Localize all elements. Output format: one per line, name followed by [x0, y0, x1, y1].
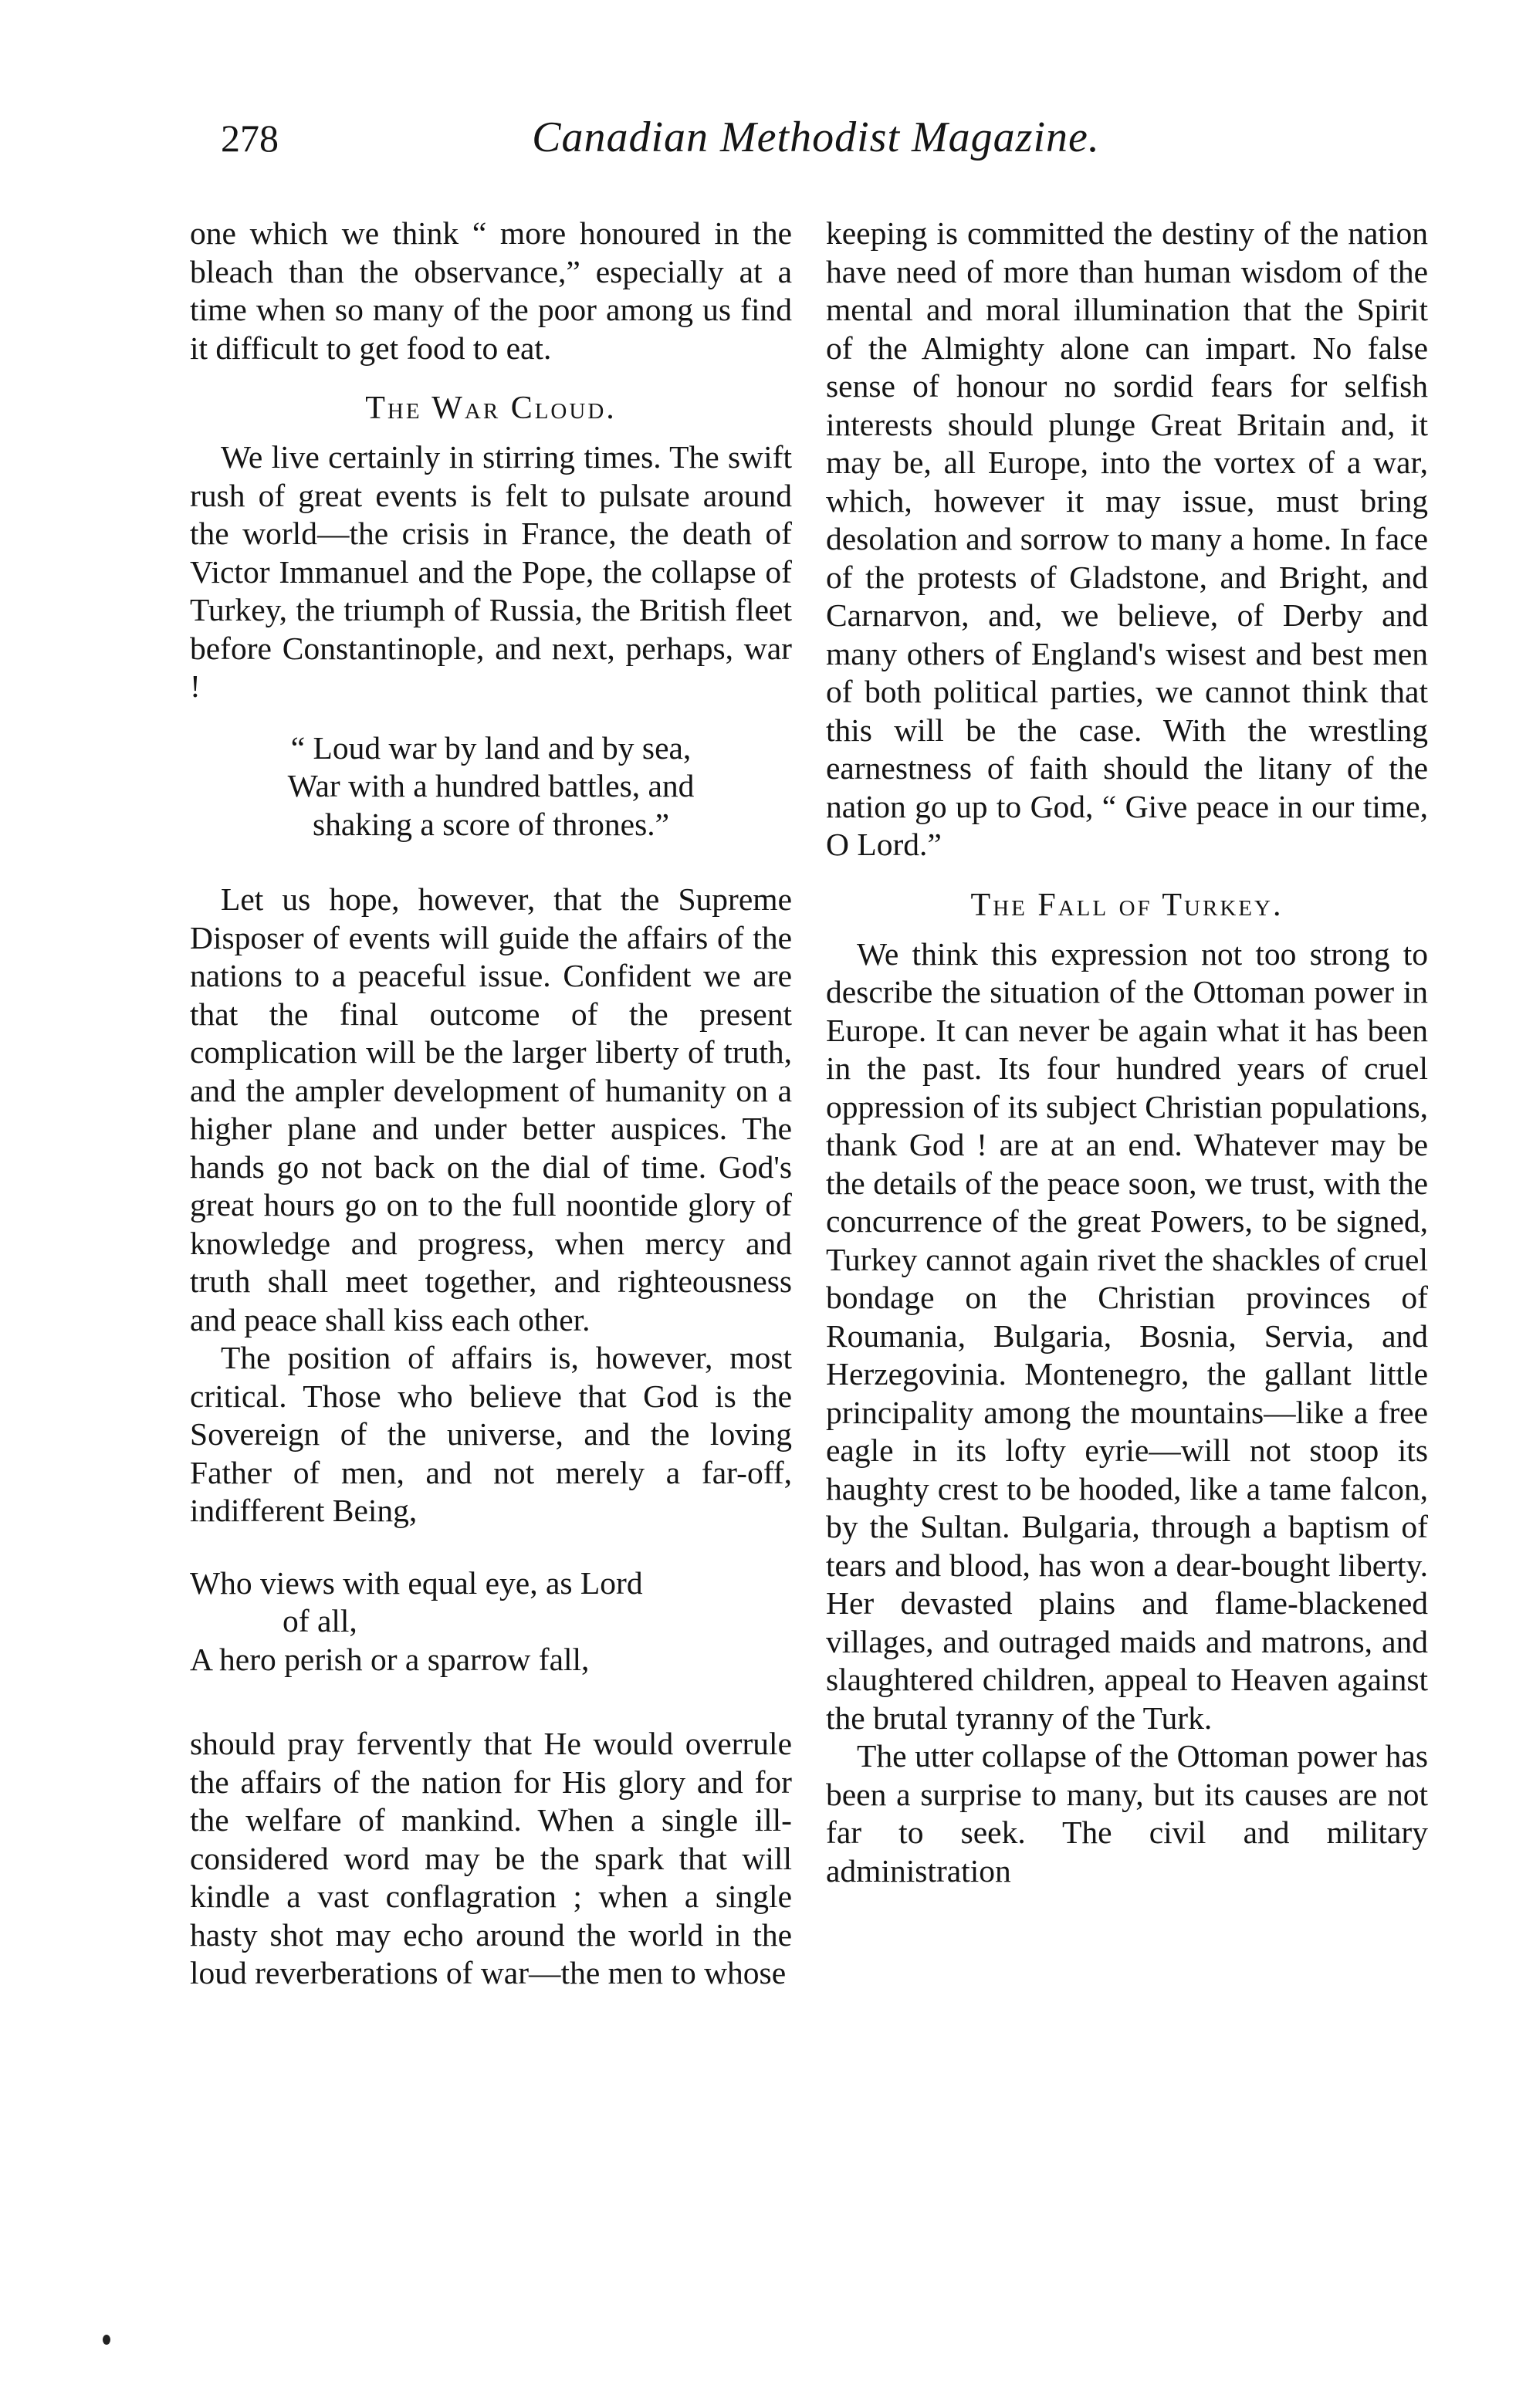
section-heading-war-cloud: The War Cloud.: [365, 391, 617, 426]
fall-paragraph: We think this expression not too strong to describe the situation of the Ottoman power in Europe. It can never be again what it has been in the past. Its four hundred years of cruel oppression of its subject Christian populations, thank God ! are at an end. Whatever may be the details of the peace soon, we trust, with the concurrence of the great Powers, to be signed, Turkey cannot again rivet the shackles of cruel bondage on the Christian provinces of Roumania, Bulgaria, Bosnia, Servia, and Herzegovinia. Montenegro, the gallant little principality among the mountains—like a free eagle in its lofty eyrie—will not stoop its haughty crest to be hooded, like a tame falcon, by the Sultan. Bulgaria, through a baptism of tears and blood, has won a dear-bought liberty. Her devasted plains and flame-blackened villages, and outraged maids and matrons, and slaughtered children, appeal to Heaven against the brutal tyranny of the Turk.: [826, 935, 1428, 1736]
page-header: [0, 0, 1516, 201]
ink-speck: [103, 2335, 110, 2345]
intro-paragraph: one which we think “ more honoured in the bleach than the observance,” especially at a time when so many of the poor among us find it difficult to get food to eat.: [190, 215, 792, 366]
poem-line: shaking a score of thrones.”: [312, 806, 670, 842]
poem-line: Who views with equal eye, as Lord: [190, 1564, 643, 1601]
poem-line: War with a hundred battles, and: [287, 768, 695, 803]
left-column: [190, 215, 792, 1993]
position-paragraph: The position of affairs is, however, most critical. Those who believe that God is the Sovereign of the universe, and the loving Father of men, and not merely a far-off, indifferent Being,: [190, 1340, 792, 1528]
right-column: [826, 215, 1428, 1890]
poem-line: of all,: [283, 1603, 357, 1639]
section-heading-fall-of-turkey: The Fall of Turkey.: [970, 887, 1284, 923]
running-title: Canadian Methodist Magazine.: [532, 113, 1100, 161]
poem-line: A hero perish or a sparrow fall,: [190, 1641, 590, 1677]
page-number: 278: [221, 117, 279, 160]
keeping-paragraph: keeping is committed the destiny of the nation have need of more than human wisdom of the mental and moral illumination that the Spirit of the Almighty alone can impart. No false sense of honour no sordid fears for selfish interests should plunge Great Britain and, it may be, all Europe, into the vortex of a war, which, however it may issue, must bring desolation and sorrow to many a home. In face of the protests of Gladstone, and Bright, and Carnarvon, and, we believe, of Derby and many others of England's wisest and best men of both political parties, we cannot think that this will be the case. With the wrestling earnestness of faith should the litany of the nation go up to God, “ Give peace in our time, O Lord.”: [826, 215, 1428, 862]
poem-line: “ Loud war by land and by sea,: [290, 729, 692, 766]
hope-paragraph: Let us hope, however, that the Supreme Disposer of events will guide the affairs of the nations to a peaceful issue. Confident we are that the final outcome of the present complication will be the larger liberty of truth, and the ampler development of humanity on a higher plane and under better auspices. The hands go not back on the dial of time. God's great hours go on to the full noontide glory of knowledge and progress, when mercy and truth shall meet together, and righteousness and peace shall kiss each other.: [190, 881, 792, 1338]
collapse-paragraph: The utter collapse of the Ottoman power has been a surprise to many, but its causes are not far to seek. The civil and military administration: [826, 1738, 1428, 1889]
pray-paragraph: should pray fervently that He would overrule the affairs of the nation for His glory and for the welfare of mankind. When a single ill-considered word may be the spark that will kindle a vast conflagration ; when a single hasty shot may echo around the world in the loud reverberations of war—the men to whose: [190, 1726, 792, 1990]
poem-quote-2: [190, 1564, 792, 1679]
war-cloud-paragraph: We live certainly in stirring times. The swift rush of great events is felt to pulsate around the world—the crisis in France, the death of Victor Immanuel and the Pope, the collapse of Turkey, the triumph of Russia, the British fleet before Constantinople, and next, perhaps, war !: [190, 439, 792, 704]
poem-quote-1: [190, 729, 792, 844]
